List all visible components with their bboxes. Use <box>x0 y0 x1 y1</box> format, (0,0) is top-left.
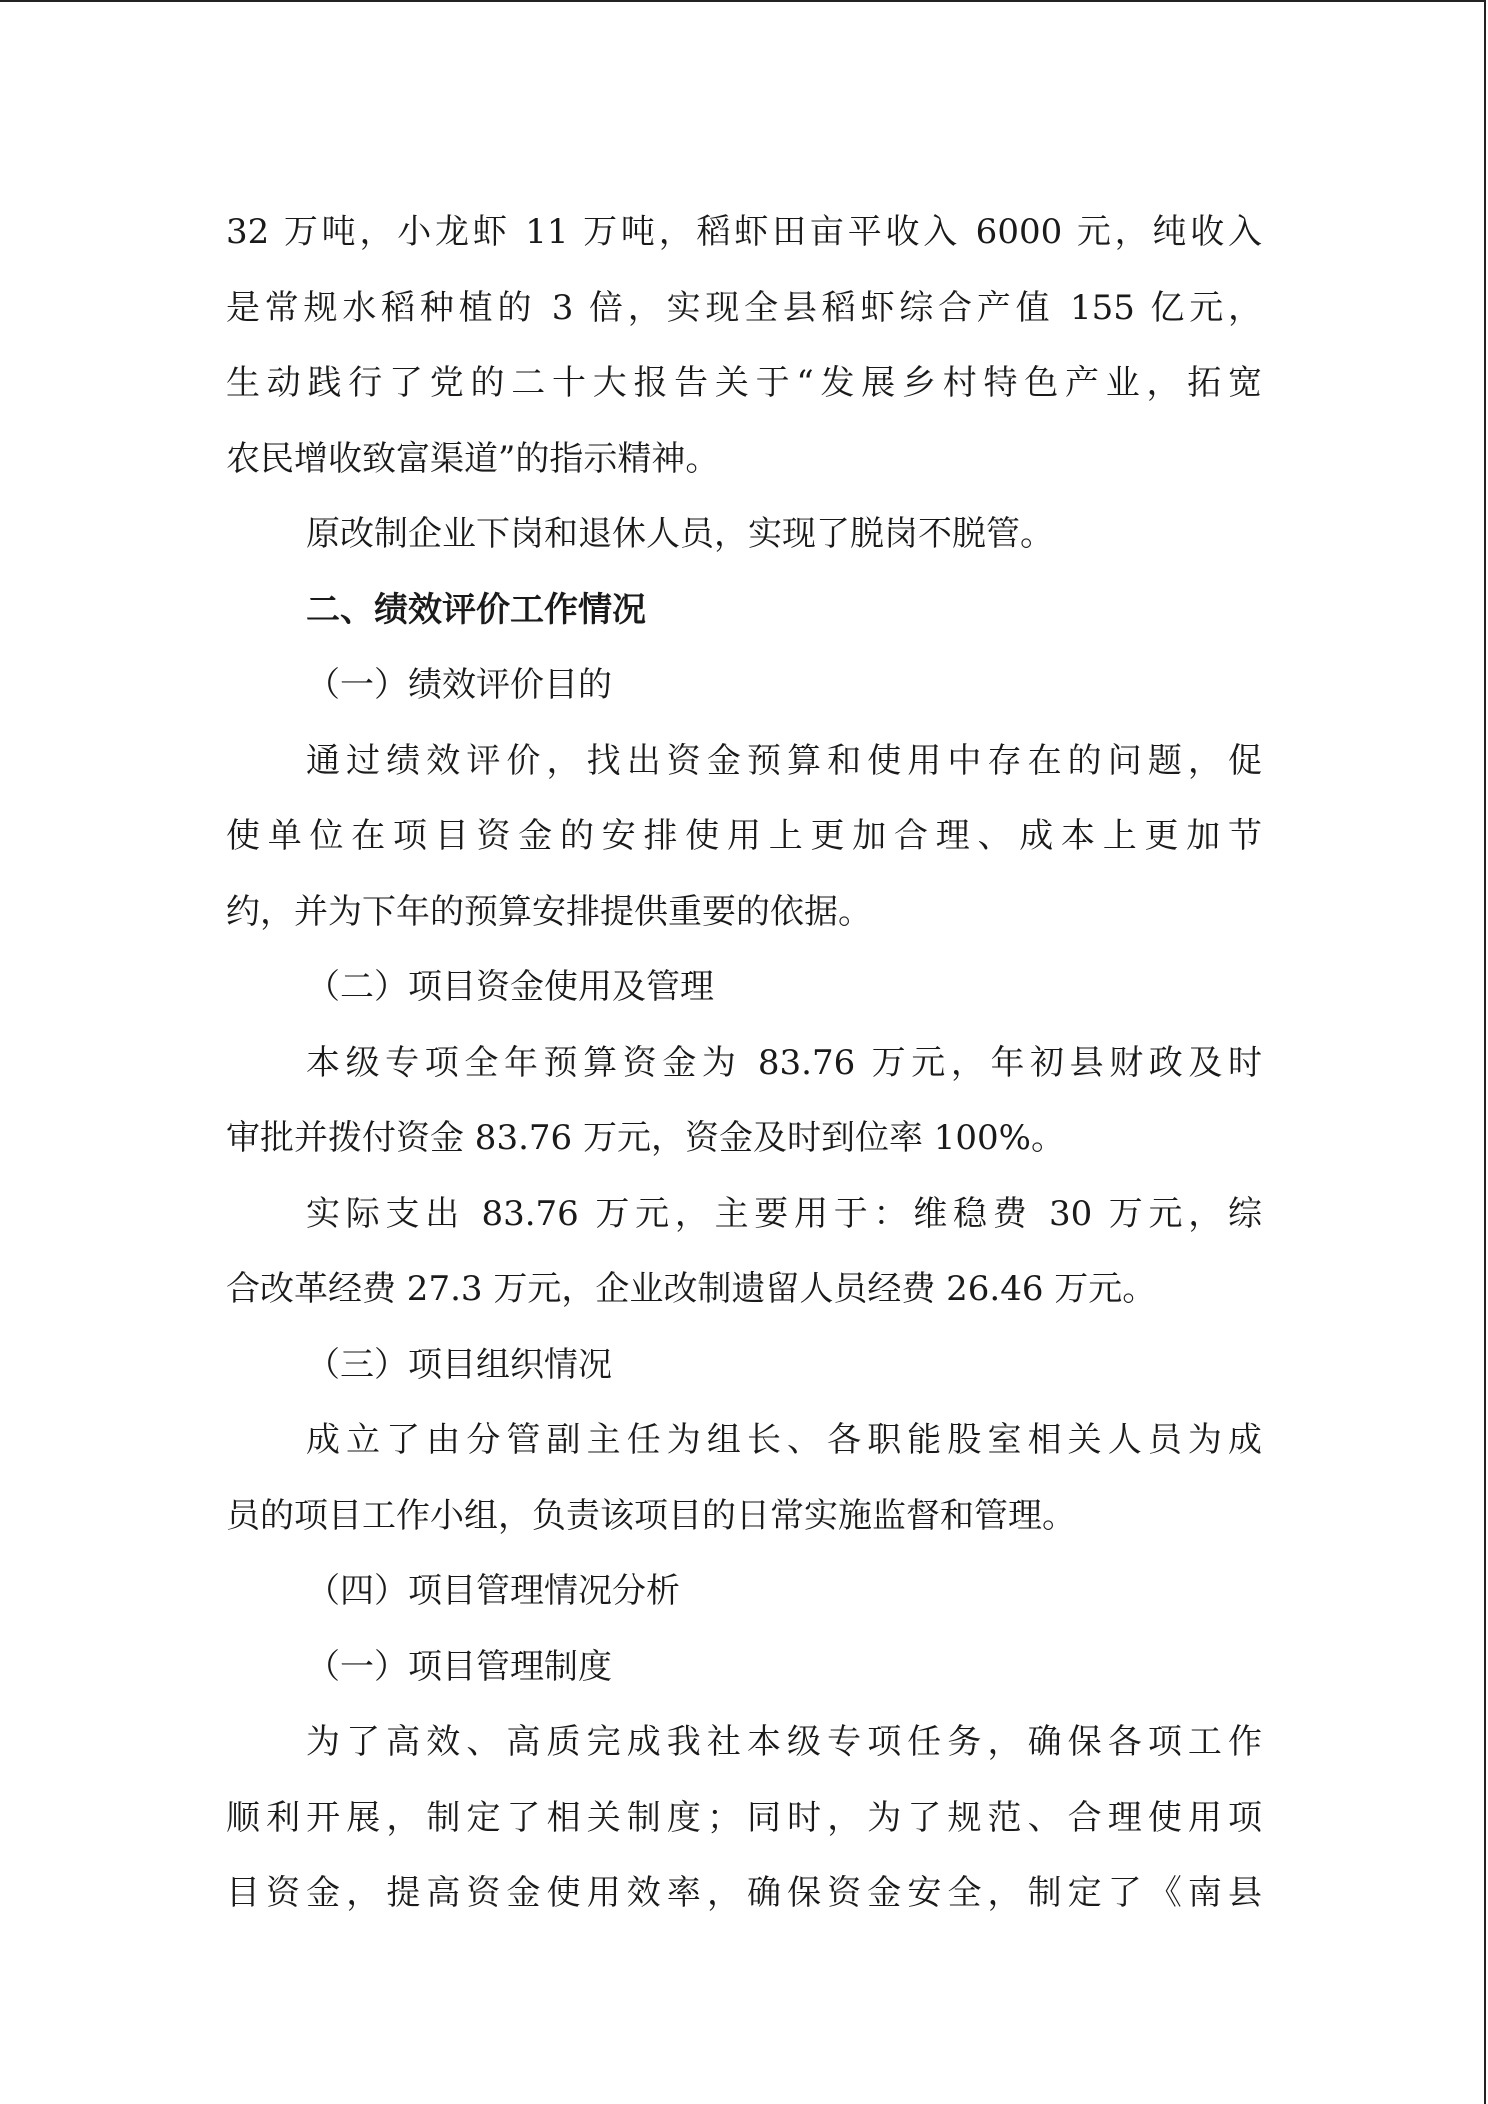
paragraph-line: 合改革经费 27.3 万元，企业改制遗留人员经费 26.46 万元。 <box>226 1269 1157 1309</box>
paragraph-line: 顺利开展，制定了相关制度；同时，为了规范、合理使用项 <box>226 1797 1262 1838</box>
section-heading: 二、绩效评价工作情况 <box>306 589 646 630</box>
paragraph-line: 目资金，提高资金使用效率，确保资金安全，制定了《南县 <box>226 1873 1262 1913</box>
paragraph-line: 本级专项全年预算资金为 83.76 万元，年初县财政及时 <box>306 1042 1262 1083</box>
paragraph-line: 实际支出 83.76 万元，主要用于：维稳费 30 万元，综 <box>306 1193 1262 1234</box>
paragraph-line: 通过绩效评价，找出资金预算和使用中存在的问题，促 <box>306 740 1262 781</box>
document-body <box>226 195 1262 1932</box>
paragraph-line: 使单位在项目资金的安排使用上更加合理、成本上更加节 <box>226 816 1262 856</box>
paragraph-line: 审批并拨付资金 83.76 万元，资金及时到位率 100%。 <box>226 1118 1065 1158</box>
paragraph-line: 农民增收致富渠道”的指示精神。 <box>226 438 720 479</box>
paragraph-line: 生动践行了党的二十大报告关于“发展乡村特色产业，拓宽 <box>226 363 1262 403</box>
paragraph-line: 是常规水稻种植的 3 倍，实现全县稻虾综合产值 155 亿元， <box>226 287 1262 328</box>
subsection-heading: （二）项目资金使用及管理 <box>306 967 714 1007</box>
paragraph-line: 原改制企业下岗和退休人员，实现了脱岗不脱管。 <box>306 514 1054 554</box>
paragraph-line: 员的项目工作小组，负责该项目的日常实施监督和管理。 <box>226 1495 1076 1536</box>
paragraph-line: 为了高效、高质完成我社本级专项任务，确保各项工作 <box>306 1722 1262 1762</box>
paragraph-line: 约，并为下年的预算安排提供重要的依据。 <box>226 891 872 932</box>
paragraph-line: 成立了由分管副主任为组长、各职能股室相关人员为成 <box>306 1420 1262 1460</box>
paragraph-line: 32 万吨，小龙虾 11 万吨，稻虾田亩平收入 6000 元，纯收入 <box>226 212 1262 252</box>
subsection-heading: （三）项目组织情况 <box>306 1344 612 1385</box>
subsection-heading: （一）项目管理制度 <box>306 1646 612 1687</box>
subsection-heading: （一）绩效评价目的 <box>306 665 612 705</box>
subsection-heading: （四）项目管理情况分析 <box>306 1571 680 1611</box>
